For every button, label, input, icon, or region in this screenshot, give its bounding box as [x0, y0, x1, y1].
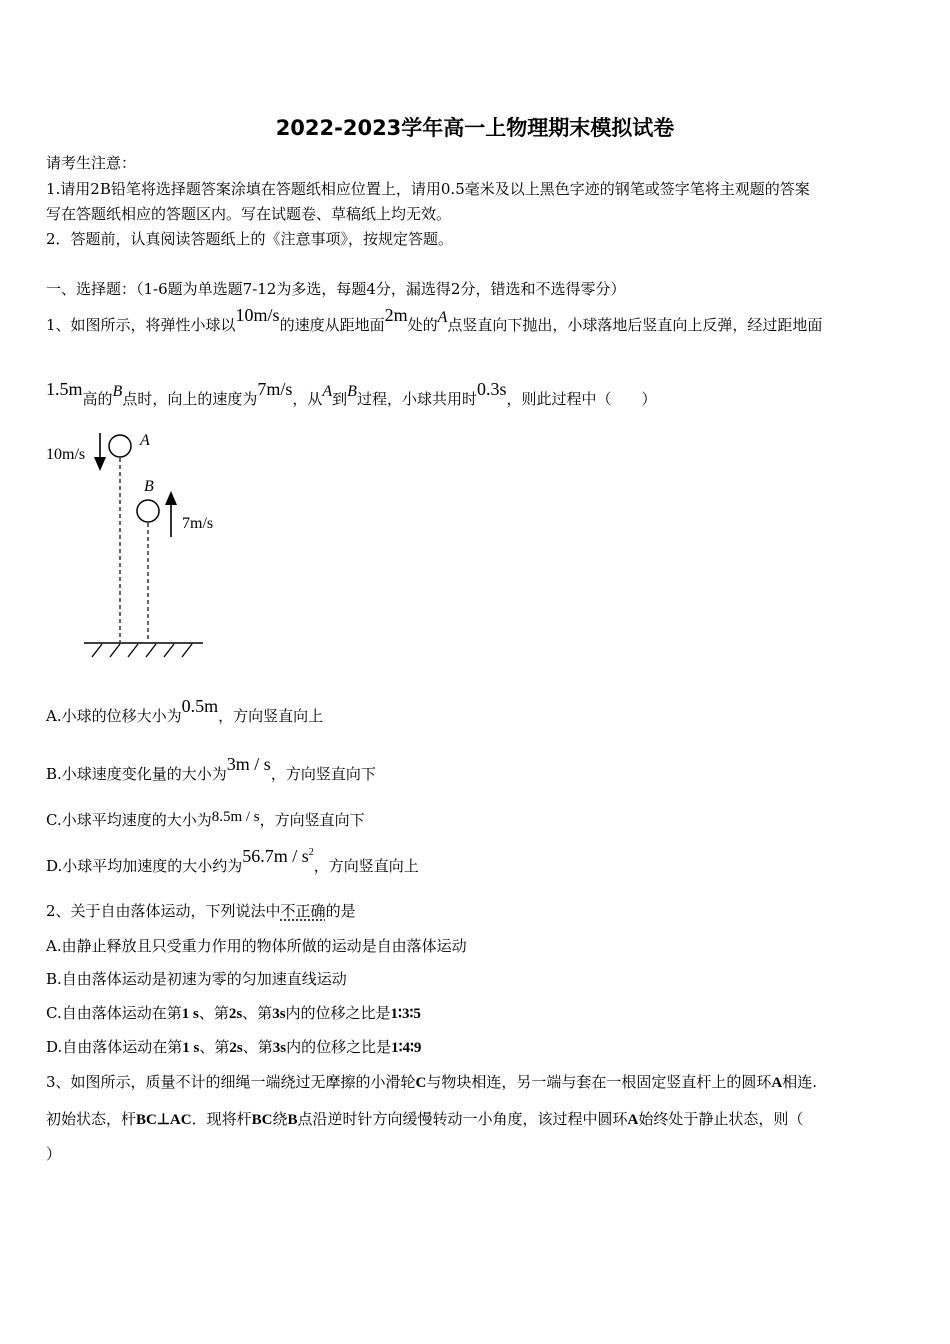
q3-stem-line3: ） [46, 1145, 62, 1163]
q3-stem-line1: 3、如图所示，质量不计的细绳一端绕过无摩擦的小滑轮C与物块相连，另一端与套在一根固定竖直杆上的圆环A相连. [46, 1073, 818, 1091]
q1-stem-line2: 1.5m高的B点时，向上的速度为7m/s，从A到B过程，小球共用时0.3s，则此过程中（ ） [46, 379, 657, 408]
q1-option-c: C.小球平均速度的大小为8.5m / s，方向竖直向下 [46, 809, 365, 829]
q1-figure [40, 425, 220, 665]
notice-heading: 请考生注意： [46, 154, 137, 172]
down-arrowhead-icon [94, 457, 106, 471]
q2-option-b: B.自由落体运动是初速为零的匀加速直线运动 [46, 970, 347, 988]
up-arrowhead-icon [165, 491, 177, 505]
section-heading: 一、选择题：（1-6题为单选题7-12为多选，每题4分，漏选得2分，错选和不选得零分） [46, 280, 626, 298]
q2-option-a: A.由静止释放且只受重力作用的物体所做的运动是自由落体运动 [46, 937, 467, 955]
notice-item-2: 2．答题前，认真阅读答题纸上的《注意事项》，按规定答题。 [46, 230, 454, 248]
q1-stem-line1: 1、如图所示，将弹性小球以10m/s的速度从距地面2m处的A点竖直向下抛出，小球落地后竖直向上反弹，经过距地面 [46, 305, 823, 334]
ball-b-icon [137, 500, 159, 522]
q3-stem-line2: 初始状态，杆BC⊥AC．现将杆BC绕B点沿逆时针方向缓慢转动一小角度，该过程中圆环A始终处于静止状态，则（ [46, 1110, 804, 1128]
ground-hatch-icon [92, 644, 192, 657]
notice-item-1: 1.请用2B铅笔将选择题答案涂填在答题纸相应位置上，请用0.5毫米及以上黑色字迹的钢笔或签字笔将主观题的答案 [46, 180, 810, 198]
figure-label-v2: 7m/s [182, 515, 214, 532]
figure-label-v1: 10m/s [46, 446, 86, 463]
figure-label-b: B [144, 478, 154, 495]
figure-label-a: A [140, 432, 150, 449]
q2-option-d: D.自由落体运动在第1 s、第2s、第3s内的位移之比是1∶4∶9 [46, 1038, 422, 1056]
q1-option-b: B.小球速度变化量的大小为3m / s，方向竖直向下 [46, 754, 376, 783]
notice-item-1-cont: 写在答题纸相应的答题区内。写在试题卷、草稿纸上均无效。 [46, 205, 452, 223]
q2-option-c: C.自由落体运动在第1 s、第2s、第3s内的位移之比是1∶3∶5 [46, 1004, 421, 1022]
ball-a-icon [109, 435, 131, 457]
q1-option-a: A.小球的位移大小为0.5m，方向竖直向上 [46, 696, 324, 725]
page-title: 2022-2023学年高一上物理期末模拟试卷 [275, 116, 675, 140]
q1-option-d: D.小球平均加速度的大小约为$56.7m / s^2$，方向竖直向上 [46, 846, 419, 875]
q2-stem: 2、关于自由落体运动，下列说法中不正确的是 [46, 902, 356, 920]
